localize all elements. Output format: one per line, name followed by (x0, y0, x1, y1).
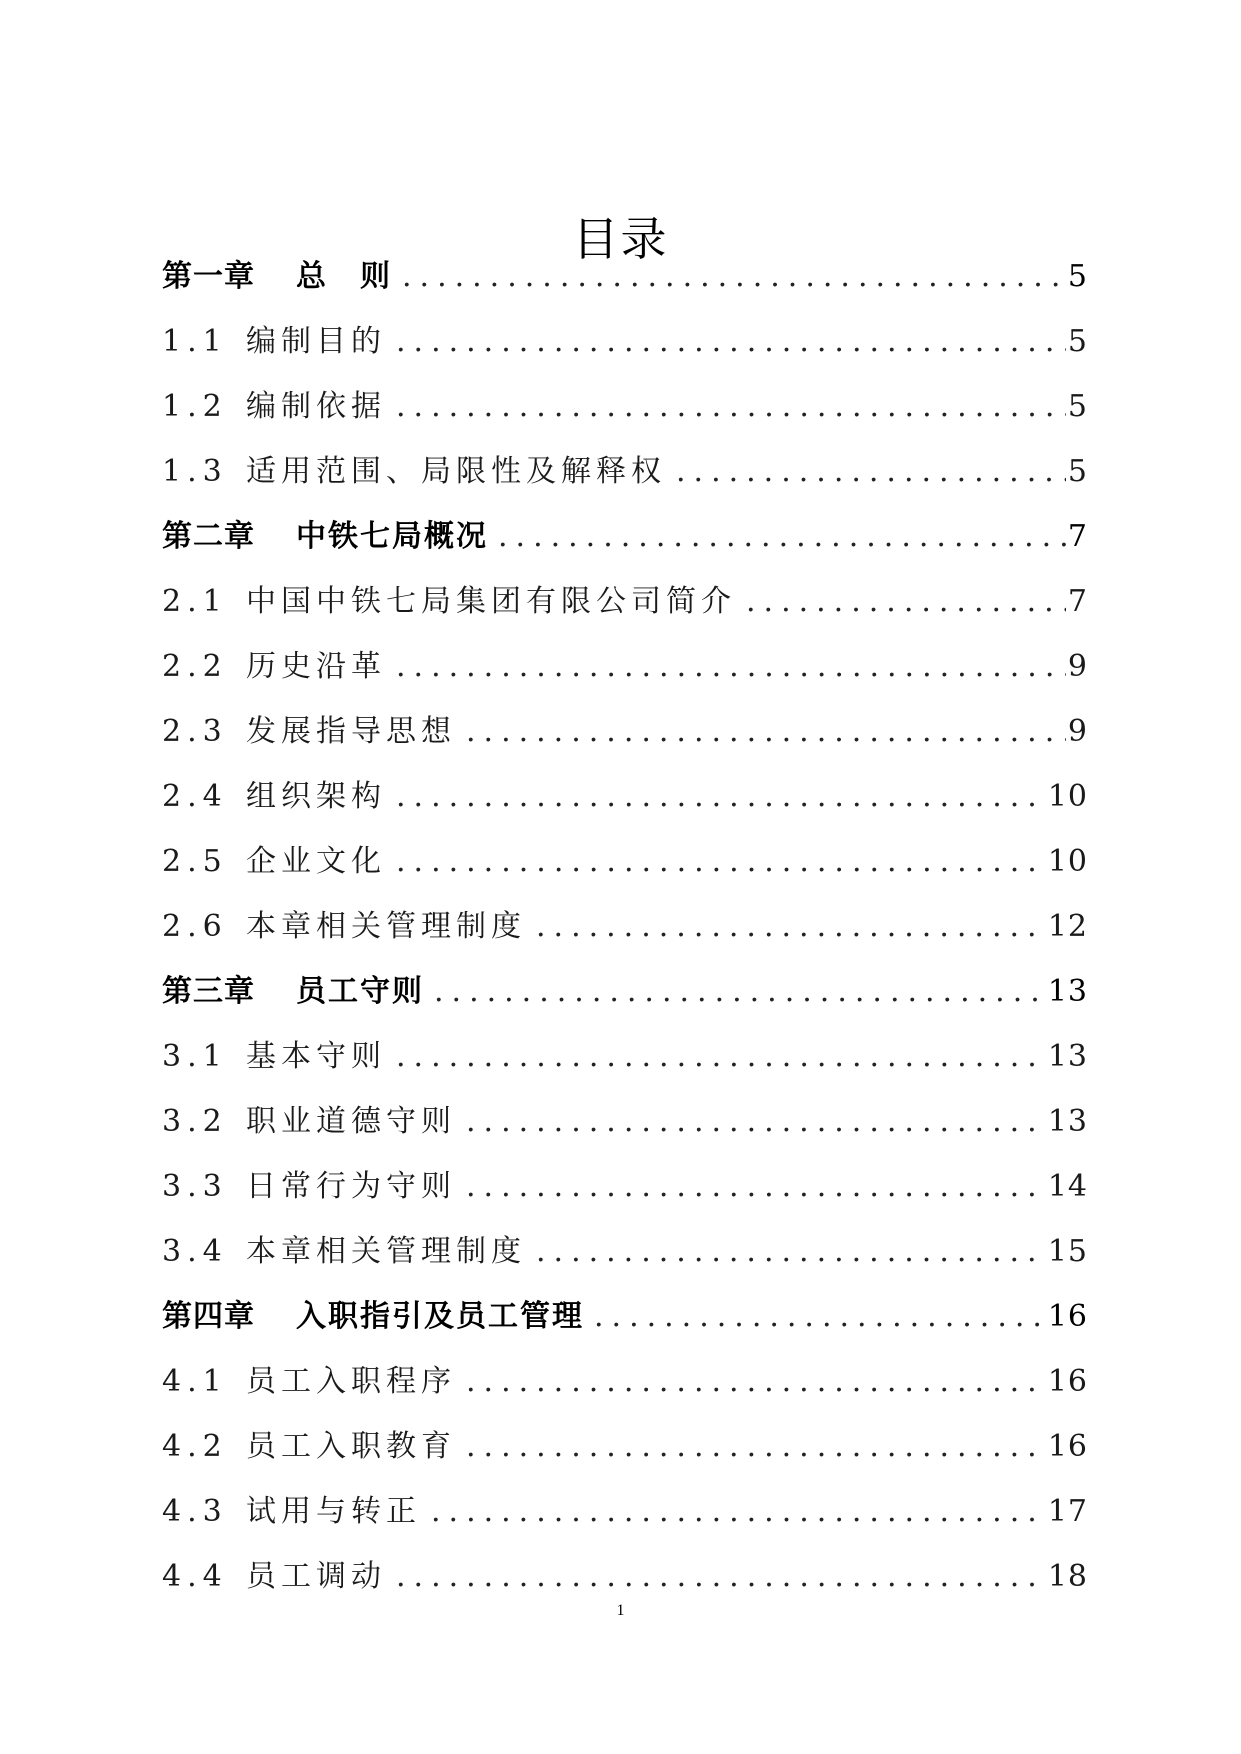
toc-dot-leader (466, 1154, 1046, 1219)
toc-section-entry[interactable] (162, 309, 1088, 374)
toc-entry-title: 组织架构 (246, 779, 386, 814)
toc-entry-page: 16 (1047, 1364, 1088, 1399)
toc-section-entry[interactable] (162, 569, 1088, 634)
toc-chapter-entry[interactable] (162, 959, 1088, 1024)
toc-entry-page: 5 (1067, 324, 1088, 359)
toc-entry-number: 3.1 (162, 1039, 228, 1074)
toc-entry-title: 职业道德守则 (246, 1104, 456, 1139)
toc-entry-number: 2.1 (162, 584, 228, 619)
toc-entry-number: 第二章 (162, 519, 255, 554)
toc-dot-leader (466, 1349, 1046, 1414)
toc-entry-title: 总 则 (296, 259, 392, 294)
toc-section-entry[interactable] (162, 1544, 1088, 1609)
toc-entry-page: 17 (1047, 1494, 1088, 1529)
toc-entry-title: 发展指导思想 (246, 714, 456, 749)
toc-entry-page: 13 (1047, 974, 1088, 1009)
toc-chapter-entry[interactable] (162, 1284, 1088, 1349)
toc-entry-number: 第一章 (162, 259, 255, 294)
toc-section-entry[interactable] (162, 1349, 1088, 1414)
toc-dot-leader (434, 959, 1046, 1024)
toc-section-entry[interactable] (162, 1479, 1088, 1544)
toc-entry-title: 编制依据 (246, 389, 386, 424)
toc-title: 目录 (572, 211, 669, 266)
toc-list (162, 244, 1088, 1609)
toc-entry-title: 中国中铁七局集团有限公司简介 (246, 584, 736, 619)
toc-entry-title: 基本守则 (246, 1039, 386, 1074)
toc-entry-title: 本章相关管理制度 (246, 909, 526, 944)
toc-dot-leader (498, 504, 1066, 569)
toc-section-entry[interactable] (162, 894, 1088, 959)
toc-section-entry[interactable] (162, 1414, 1088, 1479)
toc-entry-page: 13 (1047, 1039, 1088, 1074)
toc-entry-page: 10 (1047, 844, 1088, 879)
toc-entry-number: 1.1 (162, 324, 228, 359)
toc-dot-leader (396, 1024, 1046, 1089)
toc-entry-page: 13 (1047, 1104, 1088, 1139)
toc-dot-leader (396, 1544, 1046, 1609)
toc-section-entry[interactable] (162, 439, 1088, 504)
toc-section-entry[interactable] (162, 1219, 1088, 1284)
toc-dot-leader (396, 374, 1066, 439)
toc-section-entry[interactable] (162, 829, 1088, 894)
toc-entry-number: 1.2 (162, 389, 228, 424)
toc-entry-title: 员工入职教育 (246, 1429, 456, 1464)
toc-dot-leader (536, 894, 1046, 959)
toc-entry-title: 中铁七局概况 (296, 519, 488, 554)
toc-entry-page: 16 (1047, 1429, 1088, 1464)
toc-entry-page: 14 (1047, 1169, 1088, 1204)
toc-entry-number: 4.4 (162, 1559, 228, 1594)
toc-entry-title: 入职指引及员工管理 (296, 1299, 584, 1334)
toc-entry-number: 2.4 (162, 779, 228, 814)
toc-entry-number: 2.3 (162, 714, 228, 749)
toc-dot-leader (466, 1089, 1046, 1154)
toc-dot-leader (466, 699, 1066, 764)
toc-entry-page: 5 (1067, 389, 1088, 424)
toc-entry-page: 5 (1067, 454, 1088, 489)
toc-dot-leader (396, 829, 1046, 894)
toc-entry-title: 本章相关管理制度 (246, 1234, 526, 1269)
toc-entry-title: 编制目的 (246, 324, 386, 359)
toc-entry-number: 2.2 (162, 649, 228, 684)
toc-section-entry[interactable] (162, 764, 1088, 829)
toc-entry-number: 2.6 (162, 909, 228, 944)
toc-entry-title: 适用范围、局限性及解释权 (246, 454, 666, 489)
toc-entry-page: 7 (1067, 519, 1088, 554)
toc-section-entry[interactable] (162, 374, 1088, 439)
toc-entry-page: 10 (1047, 779, 1088, 814)
toc-entry-number: 第四章 (162, 1299, 255, 1334)
toc-entry-number: 4.2 (162, 1429, 228, 1464)
toc-section-entry[interactable] (162, 1154, 1088, 1219)
toc-entry-title: 企业文化 (246, 844, 386, 879)
toc-entry-number: 2.5 (162, 844, 228, 879)
toc-entry-title: 员工守则 (296, 974, 424, 1009)
toc-entry-number: 3.4 (162, 1234, 228, 1269)
toc-chapter-entry[interactable] (162, 244, 1088, 309)
toc-section-entry[interactable] (162, 1089, 1088, 1154)
toc-dot-leader (594, 1284, 1046, 1349)
toc-entry-page: 16 (1047, 1299, 1088, 1334)
toc-entry-number: 4.1 (162, 1364, 228, 1399)
toc-entry-page: 5 (1067, 259, 1088, 294)
toc-entry-page: 7 (1067, 584, 1088, 619)
toc-dot-leader (396, 634, 1066, 699)
toc-entry-number: 3.2 (162, 1104, 228, 1139)
toc-entry-page: 12 (1047, 909, 1088, 944)
toc-section-entry[interactable] (162, 634, 1088, 699)
toc-section-entry[interactable] (162, 1024, 1088, 1089)
toc-entry-title: 员工调动 (246, 1559, 386, 1594)
toc-dot-leader (396, 309, 1066, 374)
page-number: 1 (616, 1602, 625, 1619)
toc-dot-leader (746, 569, 1066, 634)
toc-entry-page: 9 (1067, 714, 1088, 749)
toc-entry-page: 9 (1067, 649, 1088, 684)
toc-entry-title: 员工入职程序 (246, 1364, 456, 1399)
toc-dot-leader (402, 244, 1066, 309)
toc-entry-number: 3.3 (162, 1169, 228, 1204)
toc-entry-number: 1.3 (162, 454, 228, 489)
toc-entry-title: 试用与转正 (246, 1494, 421, 1529)
toc-entry-page: 15 (1047, 1234, 1088, 1269)
toc-dot-leader (396, 764, 1046, 829)
toc-entry-page: 18 (1047, 1559, 1088, 1594)
toc-entry-number: 第三章 (162, 974, 255, 1009)
toc-dot-leader (536, 1219, 1046, 1284)
toc-entry-number: 4.3 (162, 1494, 228, 1529)
toc-dot-leader (676, 439, 1066, 504)
toc-dot-leader (431, 1479, 1046, 1544)
toc-section-entry[interactable] (162, 699, 1088, 764)
toc-chapter-entry[interactable] (162, 504, 1088, 569)
toc-entry-title: 日常行为守则 (246, 1169, 456, 1204)
toc-entry-title: 历史沿革 (246, 649, 386, 684)
toc-dot-leader (466, 1414, 1046, 1479)
